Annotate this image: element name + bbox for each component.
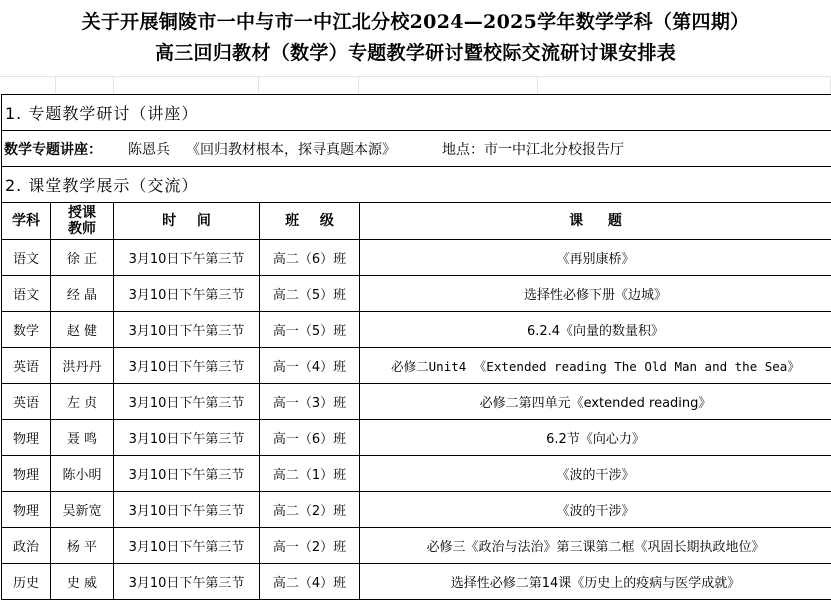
table-row xyxy=(2,420,831,456)
cell-class: 高一（6）班 xyxy=(260,420,360,456)
lecture-topic: 《回归教材根本，探寻真题本源》 xyxy=(186,141,396,158)
header-subject: 学科 xyxy=(2,203,51,240)
cell-teacher: 经 晶 xyxy=(51,276,114,312)
cell-topic: 必修二Unit4 《Extended reading The Old Man and the Sea》 xyxy=(360,348,831,384)
cell-class: 高二（2）班 xyxy=(260,492,360,528)
cell-teacher: 吴新宽 xyxy=(51,492,114,528)
cell-teacher: 赵 健 xyxy=(51,312,114,348)
cell-teacher: 杨 平 xyxy=(51,528,114,564)
cell-topic: 《波的干涉》 xyxy=(360,492,831,528)
section-1-heading: 1. 专题教学研讨（讲座） xyxy=(2,95,831,131)
cell-subject: 语文 xyxy=(2,240,51,276)
cell-class: 高一（3）班 xyxy=(260,384,360,420)
cell-time: 3月10日下午第三节 xyxy=(114,420,260,456)
cell-class: 高一（2）班 xyxy=(260,528,360,564)
table-row xyxy=(2,312,831,348)
cell-topic: 选择性必修下册《边城》 xyxy=(360,276,831,312)
cell-topic: 《再别康桥》 xyxy=(360,240,831,276)
cell-teacher: 陈小明 xyxy=(51,456,114,492)
cell-class: 高二（1）班 xyxy=(260,456,360,492)
cell-teacher: 史 威 xyxy=(51,564,114,600)
header-topic: 课 题 xyxy=(360,203,831,240)
header-teacher: 授课教师 xyxy=(51,203,114,240)
table-row xyxy=(2,528,831,564)
table-row xyxy=(2,564,831,600)
cell-time: 3月10日下午第三节 xyxy=(114,456,260,492)
cell-topic: 必修三《政治与法治》第三课第二框《巩固长期执政地位》 xyxy=(360,528,831,564)
cell-teacher: 左 贞 xyxy=(51,384,114,420)
cell-subject: 物理 xyxy=(2,492,51,528)
table-header-row xyxy=(2,203,831,240)
lecture-row xyxy=(2,131,831,167)
cell-subject: 语文 xyxy=(2,276,51,312)
table-row xyxy=(2,384,831,420)
section-1-row xyxy=(2,95,831,131)
cell-topic: 6.2节《向心力》 xyxy=(360,420,831,456)
cell-time: 3月10日下午第三节 xyxy=(114,528,260,564)
cell-time: 3月10日下午第三节 xyxy=(114,312,260,348)
section-2-row xyxy=(2,167,831,203)
cell-topic: 选择性必修二第14课《历史上的疫病与医学成就》 xyxy=(360,564,831,600)
cell-topic: 6.2.4《向量的数量积》 xyxy=(360,312,831,348)
table-row xyxy=(2,276,831,312)
cell-class: 高一（5）班 xyxy=(260,312,360,348)
lecture-place: 地点：市一中江北分校报告厅 xyxy=(442,141,624,158)
table-row xyxy=(2,492,831,528)
cell-subject: 英语 xyxy=(2,348,51,384)
header-time: 时 间 xyxy=(114,203,260,240)
cell-topic: 必修二第四单元《extended reading》 xyxy=(360,384,831,420)
table-row xyxy=(2,456,831,492)
schedule-table xyxy=(1,94,831,600)
cell-time: 3月10日下午第三节 xyxy=(114,348,260,384)
cell-teacher: 徐 正 xyxy=(51,240,114,276)
header-class: 班 级 xyxy=(260,203,360,240)
cell-subject: 历史 xyxy=(2,564,51,600)
cell-class: 高二（6）班 xyxy=(260,240,360,276)
cell-teacher: 聂 鸣 xyxy=(51,420,114,456)
lecture-label: 数学专题讲座： xyxy=(4,141,102,158)
lecture-teacher: 陈恩兵 xyxy=(128,141,170,158)
cell-time: 3月10日下午第三节 xyxy=(114,276,260,312)
cell-topic: 《波的干涉》 xyxy=(360,456,831,492)
cell-time: 3月10日下午第三节 xyxy=(114,564,260,600)
cell-subject: 物理 xyxy=(2,420,51,456)
cell-time: 3月10日下午第三节 xyxy=(114,492,260,528)
section-2-heading: 2. 课堂教学展示（交流） xyxy=(2,167,831,203)
cell-class: 高二（5）班 xyxy=(260,276,360,312)
document-title-line-1: 关于开展铜陵市一中与市一中江北分校2024—2025学年数学学科（第四期） xyxy=(81,11,750,33)
cell-subject: 英语 xyxy=(2,384,51,420)
table-row xyxy=(2,240,831,276)
lecture-info xyxy=(2,131,831,167)
cell-class: 高二（4）班 xyxy=(260,564,360,600)
cell-subject: 物理 xyxy=(2,456,51,492)
cell-subject: 政治 xyxy=(2,528,51,564)
spreadsheet-gridlines xyxy=(0,76,831,95)
table-row xyxy=(2,348,831,384)
cell-time: 3月10日下午第三节 xyxy=(114,384,260,420)
document-title-line-2: 高三回归教材（数学）专题教学研讨暨校际交流研讨课安排表 xyxy=(154,42,677,64)
cell-teacher: 洪丹丹 xyxy=(51,348,114,384)
cell-subject: 数学 xyxy=(2,312,51,348)
cell-class: 高一（4）班 xyxy=(260,348,360,384)
cell-time: 3月10日下午第三节 xyxy=(114,240,260,276)
